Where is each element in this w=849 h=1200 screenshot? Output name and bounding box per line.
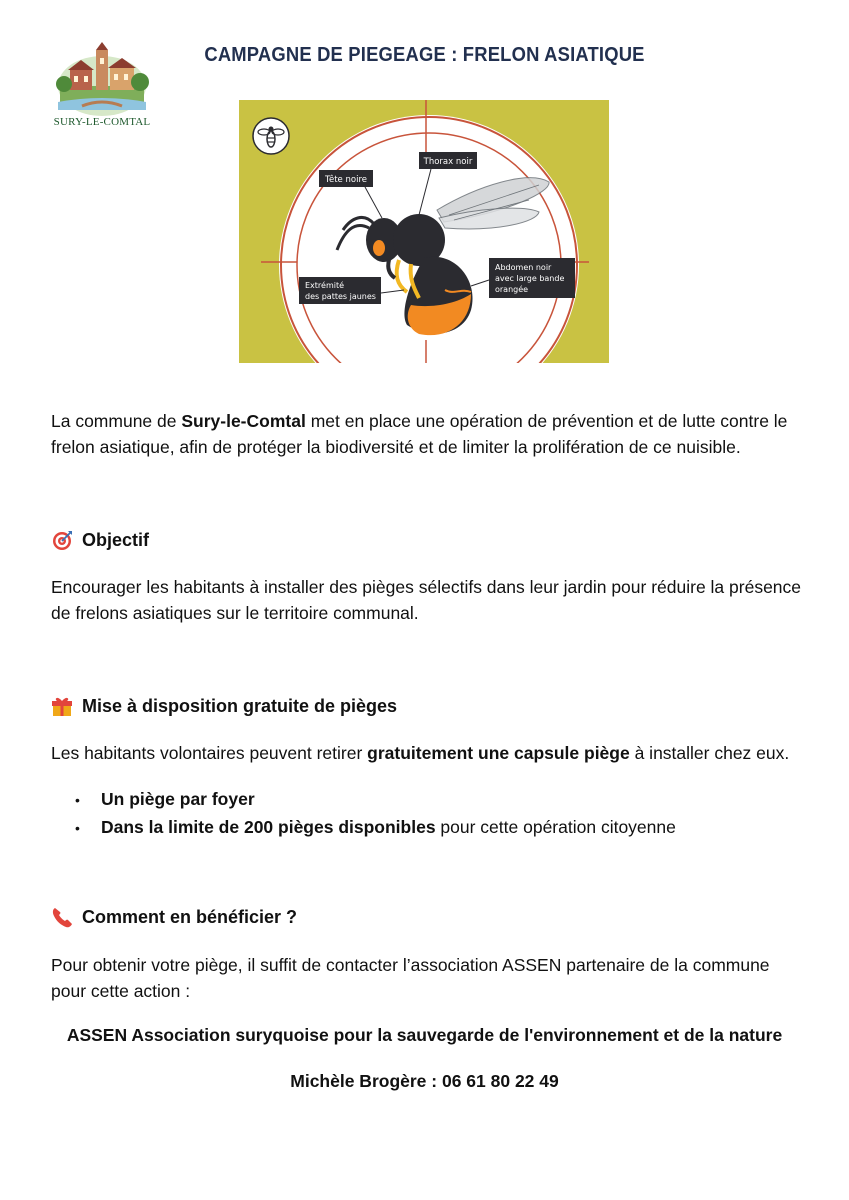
bee-icon — [253, 118, 289, 154]
bullet-list — [75, 786, 676, 842]
logo-caption: SURY-LE-COMTAL — [53, 116, 151, 128]
section-heading-comment — [51, 905, 297, 929]
target-icon — [51, 529, 73, 551]
section-heading-objectif — [51, 528, 149, 552]
list-item — [75, 814, 676, 842]
svg-text:Abdomen noir: Abdomen noir — [495, 263, 552, 272]
hornet-illustration — [239, 100, 609, 363]
comment-heading-text: Comment en bénéficier ? — [82, 907, 298, 927]
objectif-paragraph: Encourager les habitants à installer des pièges sélectifs dans leur jardin pour réduire la présence de frelons asiatiques sur le territoire communal. — [51, 577, 802, 623]
mise-text-start: Les habitants volontaires peuvent retirer — [51, 743, 368, 763]
mise-paragraph — [51, 740, 801, 766]
list-item — [75, 786, 676, 814]
svg-text:Tête noire: Tête noire — [325, 175, 367, 185]
intro-text-start: La commune de — [51, 411, 182, 431]
association-name: ASSEN Association suryquoise pour la sauvegarde de l'environnement et de la nature — [66, 1025, 783, 1045]
intro-text-end: met en place une opération de prévention et de lutte contre le frelon asiatique, afin de protéger la biodiversité et de limiter la prolifération de ce nuisible. — [51, 411, 788, 457]
bullet-rest-text: pour cette opération citoyenne — [435, 817, 676, 837]
gift-icon — [51, 695, 73, 717]
intro-paragraph — [51, 408, 801, 460]
mise-text-end: à installer chez eux. — [629, 743, 790, 763]
mise-heading-text: Mise à disposition gratuite de pièges — [82, 696, 398, 716]
phone-icon — [51, 906, 73, 928]
svg-text:Extrémité: Extrémité — [305, 281, 345, 290]
mise-text-bold: gratuitement une capsule piège — [367, 743, 630, 763]
bullet-bold-text: Un piège par foyer — [101, 789, 255, 809]
svg-text:orangée: orangée — [495, 285, 529, 294]
town-name: Sury-le-Comtal — [181, 411, 306, 431]
comment-paragraph: Pour obtenir votre piège, il suffit de contacter l’association ASSEN partenaire de la commune pour cette action : — [51, 955, 770, 1001]
svg-text:avec large bande: avec large bande — [495, 274, 565, 283]
bullet-dot: • — [75, 820, 80, 836]
svg-text:des pattes jaunes: des pattes jaunes — [305, 292, 376, 301]
section-heading-mise — [51, 694, 397, 718]
bullet-bold-text: Dans la limite de 200 pièges disponibles — [101, 817, 436, 837]
bullet-dot: • — [75, 792, 80, 808]
contact-person: Michèle Brogère : 06 61 80 22 49 — [290, 1071, 559, 1091]
svg-text:Thorax noir: Thorax noir — [423, 157, 473, 167]
page-title: CAMPAGNE DE PIEGEAGE : FRELON ASIATIQUE — [204, 44, 645, 66]
objectif-heading-text: Objectif — [82, 530, 150, 550]
